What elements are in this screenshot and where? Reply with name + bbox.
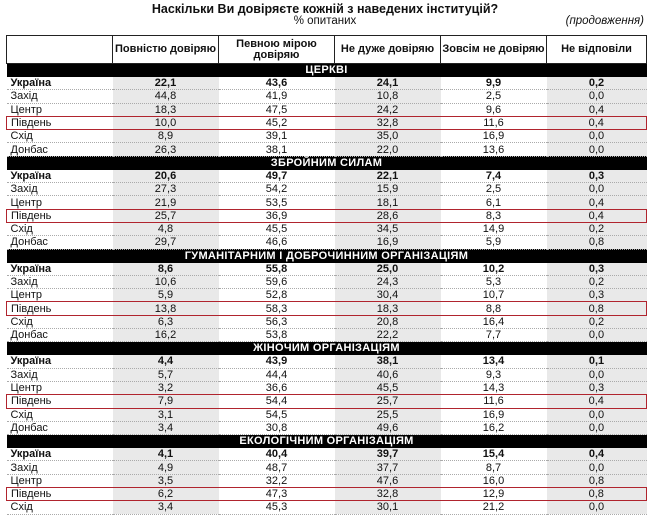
table-row [7,421,647,434]
value-cell: 10,7 [441,289,547,302]
value-cell: 43,9 [219,355,335,368]
value-cell: 3,4 [113,421,219,434]
value-cell: 7,4 [441,170,547,183]
value-cell: 7,9 [113,395,219,408]
table-row [7,501,647,514]
header-col-no-answer: Не відповіли [547,36,647,64]
value-cell: 25,7 [335,395,441,408]
value-cell: 18,3 [335,302,441,315]
region-cell: Захід [7,275,113,288]
section-header-row [7,342,647,356]
value-cell: 4,9 [113,461,219,474]
value-cell: 5,3 [441,275,547,288]
value-cell: 14,9 [441,222,547,235]
value-cell: 54,4 [219,395,335,408]
value-cell: 54,5 [219,408,335,421]
value-cell: 0,1 [547,355,647,368]
value-cell: 24,3 [335,275,441,288]
region-cell: Центр [7,103,113,116]
value-cell: 0,8 [547,488,647,501]
value-cell: 39,7 [335,448,441,461]
value-cell: 32,2 [219,474,335,487]
table-row [7,408,647,421]
value-cell: 0,0 [547,368,647,381]
value-cell: 0,3 [547,381,647,394]
region-cell: Захід [7,90,113,103]
value-cell: 0,8 [547,474,647,487]
region-cell: Україна [7,263,113,276]
value-cell: 0,2 [547,315,647,328]
value-cell: 55,8 [219,263,335,276]
value-cell: 0,0 [547,90,647,103]
value-cell: 16,9 [441,130,547,143]
value-cell: 0,4 [547,395,647,408]
value-cell: 21,9 [113,196,219,209]
value-cell: 49,7 [219,170,335,183]
value-cell: 18,3 [113,103,219,116]
value-cell: 47,5 [219,103,335,116]
value-cell: 10,0 [113,116,219,129]
value-cell: 13,4 [441,355,547,368]
table-row [7,395,647,408]
table-row [7,222,647,235]
value-cell: 15,4 [441,448,547,461]
value-cell: 0,4 [547,209,647,222]
value-cell: 56,3 [219,315,335,328]
value-cell: 13,6 [441,143,547,156]
value-cell: 16,9 [441,408,547,421]
value-cell: 4,1 [113,448,219,461]
value-cell: 0,3 [547,170,647,183]
value-cell: 8,9 [113,130,219,143]
region-cell: Центр [7,381,113,394]
table-row [7,289,647,302]
value-cell: 0,4 [547,448,647,461]
table-row [7,263,647,276]
header-col-somewhat: Певною мірою довіряю [219,36,335,64]
value-cell: 0,4 [547,116,647,129]
trust-table [6,35,647,515]
value-cell: 6,3 [113,315,219,328]
table-row [7,209,647,222]
value-cell: 0,2 [547,77,647,90]
region-cell: Центр [7,474,113,487]
table-row [7,143,647,156]
value-cell: 34,5 [335,222,441,235]
table-subtitle: % опитаних [293,15,357,27]
section-header-row [7,249,647,263]
value-cell: 0,2 [547,275,647,288]
table-row [7,302,647,315]
header-col-fully: Повністю довіряю [113,36,219,64]
value-cell: 53,5 [219,196,335,209]
value-cell: 9,9 [441,77,547,90]
section-title: ЦЕРКВІ [7,64,647,78]
value-cell: 8,8 [441,302,547,315]
region-cell: Україна [7,77,113,90]
value-cell: 24,2 [335,103,441,116]
region-cell: Центр [7,196,113,209]
value-cell: 22,1 [113,77,219,90]
table-body [7,64,647,515]
value-cell: 26,3 [113,143,219,156]
value-cell: 22,1 [335,170,441,183]
header-region-blank [7,36,113,64]
value-cell: 8,7 [441,461,547,474]
value-cell: 45,5 [219,222,335,235]
region-cell: Південь [7,209,113,222]
value-cell: 38,1 [219,143,335,156]
region-cell: Південь [7,395,113,408]
value-cell: 30,4 [335,289,441,302]
table-row [7,315,647,328]
header-row [7,36,647,64]
section-title: ЕКОЛОГІЧНИМ ОРГАНІЗАЦІЯМ [7,435,647,449]
value-cell: 2,5 [441,90,547,103]
table-row [7,448,647,461]
value-cell: 10,6 [113,275,219,288]
region-cell: Схід [7,130,113,143]
region-cell: Захід [7,183,113,196]
value-cell: 4,4 [113,355,219,368]
value-cell: 21,2 [441,501,547,514]
value-cell: 8,3 [441,209,547,222]
value-cell: 47,6 [335,474,441,487]
table-row [7,236,647,249]
value-cell: 10,2 [441,263,547,276]
value-cell: 11,6 [441,395,547,408]
value-cell: 40,4 [219,448,335,461]
region-cell: Україна [7,355,113,368]
value-cell: 0,8 [547,236,647,249]
section-header-row [7,64,647,78]
value-cell: 0,0 [547,421,647,434]
value-cell: 45,2 [219,116,335,129]
value-cell: 20,6 [113,170,219,183]
value-cell: 28,6 [335,209,441,222]
value-cell: 3,1 [113,408,219,421]
section-header-row [7,156,647,170]
region-cell: Схід [7,222,113,235]
value-cell: 9,3 [441,368,547,381]
value-cell: 47,3 [219,488,335,501]
value-cell: 39,1 [219,130,335,143]
value-cell: 32,8 [335,116,441,129]
value-cell: 5,9 [441,236,547,249]
value-cell: 5,7 [113,368,219,381]
value-cell: 24,1 [335,77,441,90]
value-cell: 30,1 [335,501,441,514]
table-row [7,116,647,129]
value-cell: 0,8 [547,302,647,315]
value-cell: 54,2 [219,183,335,196]
value-cell: 30,8 [219,421,335,434]
table-row [7,329,647,342]
table-title: Наскільки Ви довіряєте кожній з наведених інституцій? [151,2,499,16]
region-cell: Донбас [7,236,113,249]
value-cell: 25,5 [335,408,441,421]
value-cell: 18,1 [335,196,441,209]
value-cell: 3,4 [113,501,219,514]
value-cell: 3,5 [113,474,219,487]
value-cell: 36,9 [219,209,335,222]
region-cell: Україна [7,170,113,183]
value-cell: 4,8 [113,222,219,235]
value-cell: 41,9 [219,90,335,103]
section-header-row [7,435,647,449]
value-cell: 14,3 [441,381,547,394]
header-col-not-at-all: Зовсім не довіряю [441,36,547,64]
value-cell: 6,1 [441,196,547,209]
region-cell: Схід [7,501,113,514]
section-title: ГУМАНІТАРНИМ І ДОБРОЧИННИМ ОРГАНІЗАЦІЯМ [7,249,647,263]
value-cell: 38,1 [335,355,441,368]
value-cell: 15,9 [335,183,441,196]
value-cell: 12,9 [441,488,547,501]
region-cell: Схід [7,315,113,328]
value-cell: 11,6 [441,116,547,129]
value-cell: 10,8 [335,90,441,103]
table-row [7,488,647,501]
value-cell: 53,8 [219,329,335,342]
value-cell: 0,0 [547,143,647,156]
value-cell: 7,7 [441,329,547,342]
continued-note: (продовження) [565,15,644,27]
value-cell: 0,3 [547,289,647,302]
value-cell: 0,0 [547,183,647,196]
value-cell: 22,0 [335,143,441,156]
section-title: ЖІНОЧИМ ОРГАНІЗАЦІЯМ [7,342,647,356]
region-cell: Захід [7,368,113,381]
value-cell: 16,2 [113,329,219,342]
value-cell: 0,0 [547,408,647,421]
region-cell: Захід [7,461,113,474]
value-cell: 20,8 [335,315,441,328]
table-row [7,103,647,116]
value-cell: 35,0 [335,130,441,143]
region-cell: Україна [7,448,113,461]
value-cell: 16,4 [441,315,547,328]
value-cell: 27,3 [113,183,219,196]
value-cell: 46,6 [219,236,335,249]
region-cell: Південь [7,302,113,315]
value-cell: 36,6 [219,381,335,394]
value-cell: 0,2 [547,222,647,235]
region-cell: Донбас [7,143,113,156]
value-cell: 16,2 [441,421,547,434]
value-cell: 25,0 [335,263,441,276]
value-cell: 0,0 [547,130,647,143]
table-row [7,170,647,183]
table-row [7,196,647,209]
table-row [7,275,647,288]
region-cell: Південь [7,116,113,129]
value-cell: 44,4 [219,368,335,381]
value-cell: 44,8 [113,90,219,103]
value-cell: 16,0 [441,474,547,487]
value-cell: 45,3 [219,501,335,514]
table-row [7,183,647,196]
region-cell: Південь [7,488,113,501]
value-cell: 0,4 [547,196,647,209]
value-cell: 29,7 [113,236,219,249]
table-row [7,77,647,90]
value-cell: 8,6 [113,263,219,276]
table-row [7,474,647,487]
value-cell: 13,8 [113,302,219,315]
value-cell: 6,2 [113,488,219,501]
region-cell: Схід [7,408,113,421]
value-cell: 32,8 [335,488,441,501]
value-cell: 0,4 [547,103,647,116]
value-cell: 52,8 [219,289,335,302]
region-cell: Донбас [7,329,113,342]
value-cell: 0,0 [547,461,647,474]
value-cell: 37,7 [335,461,441,474]
value-cell: 45,5 [335,381,441,394]
value-cell: 59,6 [219,275,335,288]
value-cell: 25,7 [113,209,219,222]
table-row [7,461,647,474]
value-cell: 49,6 [335,421,441,434]
value-cell: 3,2 [113,381,219,394]
table-row [7,355,647,368]
table-row [7,368,647,381]
value-cell: 48,7 [219,461,335,474]
value-cell: 16,9 [335,236,441,249]
value-cell: 2,5 [441,183,547,196]
value-cell: 58,3 [219,302,335,315]
value-cell: 40,6 [335,368,441,381]
value-cell: 9,6 [441,103,547,116]
value-cell: 22,2 [335,329,441,342]
table-row [7,90,647,103]
region-cell: Донбас [7,421,113,434]
value-cell: 0,0 [547,329,647,342]
region-cell: Центр [7,289,113,302]
value-cell: 5,9 [113,289,219,302]
table-row [7,381,647,394]
header-col-not-really: Не дуже довіряю [335,36,441,64]
value-cell: 0,0 [547,501,647,514]
value-cell: 0,3 [547,263,647,276]
value-cell: 43,6 [219,77,335,90]
table-row [7,130,647,143]
section-title: ЗБРОЙНИМ СИЛАМ [7,156,647,170]
